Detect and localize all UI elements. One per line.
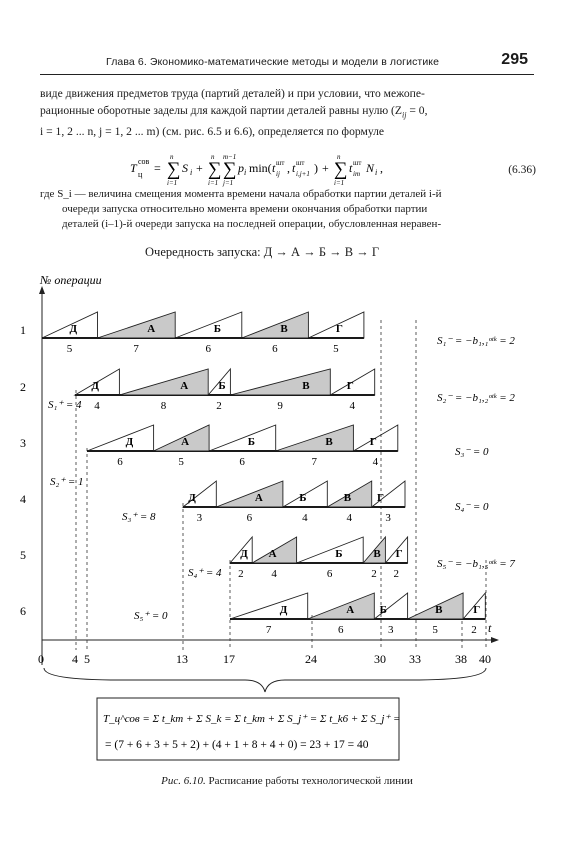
- batch-duration-1-4: 6: [272, 343, 278, 355]
- batch-4-2: [216, 481, 283, 507]
- batch-3-1: [87, 425, 154, 451]
- shift-plus-2: S₂⁺ = 1: [50, 476, 84, 488]
- batch-duration-1-1: 5: [66, 343, 73, 355]
- shift-plus-1: S₁⁺ = 4: [48, 399, 82, 411]
- batch-letter-1-1: Д: [69, 323, 78, 335]
- batch-duration-4-2: 6: [246, 512, 253, 524]
- svg-text:j=1: j=1: [223, 179, 234, 187]
- batch-duration-3-5: 4: [372, 456, 379, 468]
- batch-letter-5-2: А: [268, 548, 277, 560]
- where-line-2: очереди запуска относительно момента времени окончания обработки партии: [62, 203, 428, 215]
- svg-text:n: n: [337, 153, 341, 161]
- svg-text:,: ,: [380, 161, 383, 175]
- batch-duration-5-5: 2: [393, 568, 399, 580]
- svg-text:S: S: [182, 161, 188, 175]
- svg-text:ц: ц: [138, 170, 143, 179]
- equation-number: (6.36): [508, 164, 536, 176]
- svg-text:i: i: [375, 168, 378, 177]
- shift-minus-3: S₃⁻ = 0: [455, 446, 489, 458]
- batch-duration-4-5: 3: [385, 512, 391, 524]
- intro-line-2: рационные оборотные заделы для каждой партии деталей равны нулю ($Z_{ij} = 0$,: [40, 103, 428, 119]
- intro-line-1: виде движения предметов труда (партий деталей) и при условии, что межопе-: [40, 87, 425, 100]
- batch-letter-6-3: Б: [379, 604, 387, 616]
- shift-minus-1: S₁⁻ = −b₁,₁ᵒᵗᵏ = 2: [437, 335, 515, 347]
- batch-letter-4-2: А: [254, 492, 263, 504]
- svg-text:i,j+1: i,j+1: [296, 170, 310, 178]
- tick-13: 13: [176, 652, 188, 666]
- batch-letter-6-5: Г: [473, 604, 481, 616]
- intro-paragraph: [40, 86, 540, 140]
- result-line-2: = (7 + 6 + 3 + 5 + 2) + (4 + 1 + 8 + 4 + 0) = 23 + 17 = 40: [105, 739, 369, 751]
- batch-duration-1-3: 6: [205, 343, 211, 355]
- batch-letter-5-5: Г: [395, 548, 403, 560]
- caption-prefix: Рис. 6.10.: [161, 775, 206, 787]
- batch-duration-2-5: 4: [349, 400, 355, 412]
- batch-letter-3-4: В: [325, 436, 333, 448]
- shift-plus-3: S₃⁺ = 8: [122, 511, 156, 523]
- batch-letter-1-5: Г: [335, 323, 343, 335]
- batch-duration-5-2: 4: [271, 568, 277, 580]
- svg-text:T: T: [130, 161, 137, 175]
- svg-text:шт: шт: [296, 159, 305, 167]
- svg-text:i=1: i=1: [167, 179, 178, 187]
- batch-letter-3-1: Д: [125, 436, 134, 448]
- batch-letter-4-5: Г: [377, 492, 384, 504]
- svg-text:шт: шт: [276, 159, 285, 167]
- svg-text:i=1: i=1: [334, 179, 345, 187]
- where-paragraph: [40, 187, 540, 232]
- batch-letter-1-3: Б: [213, 323, 222, 335]
- batch-letter-2-1: Д: [91, 380, 99, 392]
- operation-label-3: 3: [20, 436, 26, 450]
- batch-letter-3-5: Г: [369, 436, 377, 448]
- tick-0: 0: [38, 652, 44, 666]
- operation-label-6: 6: [20, 604, 26, 618]
- batch-letter-4-1: Д: [188, 492, 196, 504]
- svg-text:i: i: [190, 168, 193, 177]
- svg-text:∑: ∑: [167, 159, 181, 180]
- shift-minus-2: S₂⁻ = −b₁,₂ᵒᵗᵏ = 2: [437, 392, 515, 404]
- batch-duration-6-5: 2: [471, 624, 477, 636]
- batch-duration-1-2: 7: [133, 343, 139, 355]
- y-axis-arrow: [39, 286, 45, 294]
- svg-text:i=1: i=1: [208, 179, 219, 187]
- svg-text:,: ,: [287, 161, 290, 175]
- tick-38: 38: [455, 652, 467, 666]
- figure-caption: [0, 775, 574, 787]
- batch-letter-2-3: Б: [218, 380, 226, 392]
- batch-duration-5-4: 2: [371, 568, 377, 580]
- svg-text:+: +: [196, 161, 203, 175]
- batch-5-3: [297, 537, 364, 563]
- tick-4: 4: [72, 652, 78, 666]
- svg-text:): ): [314, 161, 318, 175]
- svg-text:сов: сов: [138, 157, 150, 166]
- svg-text:∑: ∑: [334, 159, 348, 180]
- operation-label-1: 1: [20, 323, 26, 337]
- intro-line-3: i = 1, 2 ... n, j = 1, 2 ... m) (см. рис. 6.5 и 6.6), определяется по формуле: [40, 124, 385, 138]
- tick-30: 30: [374, 652, 386, 666]
- batch-letter-6-1: Д: [279, 604, 288, 616]
- batch-2-2: [119, 369, 208, 395]
- batch-letter-2-4: В: [302, 380, 310, 392]
- batch-letter-5-4: В: [373, 548, 381, 560]
- operation-label-2: 2: [20, 380, 26, 394]
- shift-minus-4: S₄⁻ = 0: [455, 501, 489, 513]
- tick-5: 5: [84, 652, 90, 666]
- batch-letter-6-2: А: [346, 604, 355, 616]
- batch-duration-6-4: 5: [432, 624, 438, 636]
- where-line-3: деталей (i–1)-й очереди запуска на последней операции, обусловленная неравен-: [62, 218, 442, 230]
- batch-letter-6-4: В: [435, 604, 443, 616]
- caption-text: Расписание работы технологической линии: [205, 775, 413, 787]
- running-header: [40, 52, 534, 75]
- schedule-rows: [42, 312, 485, 636]
- svg-text:p: p: [238, 161, 244, 175]
- batch-letter-2-5: Г: [346, 380, 354, 392]
- svg-text:i: i: [244, 168, 247, 177]
- batch-duration-6-3: 3: [387, 624, 394, 636]
- svg-text:min(: min(: [249, 161, 272, 175]
- operation-label-5: 5: [20, 548, 26, 562]
- tick-33: 33: [409, 652, 421, 666]
- batch-letter-5-3: Б: [335, 548, 343, 560]
- batch-duration-3-1: 6: [117, 456, 123, 468]
- tick-17: 17: [223, 652, 235, 666]
- batch-1-2: [98, 312, 176, 338]
- gantt-diagram: [0, 270, 574, 775]
- formula-6-36: [130, 150, 530, 190]
- chapter-title: Глава 6. Экономико-математические методы и модели в логистике: [106, 56, 440, 68]
- launch-order-label: Очередность запуска: Д → А → Б → В → Г: [145, 245, 380, 259]
- batch-duration-6-2: 6: [338, 624, 344, 636]
- batch-duration-2-2: 8: [160, 400, 167, 412]
- batch-letter-4-3: Б: [299, 492, 307, 504]
- batch-1-4: [242, 312, 309, 338]
- tick-24: 24: [305, 652, 317, 666]
- svg-text:N: N: [366, 161, 375, 175]
- batch-letter-4-4: В: [343, 492, 352, 504]
- batch-duration-3-2: 5: [178, 456, 184, 468]
- where-line-1: где S_i — величина смещения момента времени начала обработки партии деталей i-й: [40, 188, 442, 200]
- svg-text:∑: ∑: [208, 159, 222, 180]
- batch-duration-4-4: 4: [346, 512, 352, 524]
- batch-letter-5-1: Д: [240, 548, 248, 560]
- svg-text:n: n: [211, 153, 215, 161]
- shift-plus-5: S₅⁺ = 0: [134, 610, 168, 622]
- batch-duration-1-5: 5: [333, 343, 339, 355]
- batch-2-4: [230, 369, 330, 395]
- svg-text:n: n: [170, 153, 174, 161]
- svg-text:t: t: [272, 161, 276, 175]
- svg-text:ij: ij: [276, 170, 280, 178]
- batch-letter-3-3: Б: [247, 436, 255, 448]
- batch-letter-1-2: А: [147, 323, 156, 335]
- batch-duration-4-1: 3: [196, 512, 203, 524]
- time-ticks: [38, 652, 491, 666]
- operation-label-4: 4: [20, 492, 26, 506]
- svg-text:im: im: [353, 170, 360, 178]
- total-brace: [44, 668, 486, 692]
- batch-duration-5-3: 6: [326, 568, 333, 580]
- svg-text:шт: шт: [353, 159, 362, 167]
- batch-duration-3-4: 7: [311, 456, 318, 468]
- tick-40: 40: [479, 652, 491, 666]
- svg-text:m−1: m−1: [223, 153, 237, 161]
- batch-duration-6-1: 7: [265, 624, 272, 636]
- shift-plus-4: S₄⁺ = 4: [188, 567, 222, 579]
- batch-duration-2-3: 2: [216, 400, 222, 412]
- batch-duration-2-4: 9: [277, 400, 283, 412]
- x-axis-arrow: [491, 637, 499, 643]
- batch-duration-4-3: 4: [302, 512, 308, 524]
- svg-text:t: t: [292, 161, 296, 175]
- batch-letter-1-4: В: [280, 323, 288, 335]
- y-axis-label: № операции: [40, 273, 102, 287]
- svg-text:∑: ∑: [223, 159, 237, 180]
- batch-duration-2-1: 4: [94, 400, 100, 412]
- minus-shifts: [437, 335, 515, 570]
- batch-6-2: [308, 593, 375, 619]
- shift-minus-5: S₅⁻ = −b₁,₅ᵒᵗᵏ = 7: [437, 558, 515, 570]
- svg-text:=: =: [154, 161, 161, 175]
- batch-3-3: [209, 425, 276, 451]
- page-number: 295: [501, 51, 528, 68]
- svg-text:+: +: [322, 161, 329, 175]
- svg-text:t: t: [349, 161, 353, 175]
- batch-6-1: [230, 593, 308, 619]
- batch-duration-5-1: 2: [238, 568, 244, 580]
- result-line-1: T_ц^сов = Σ t_km + Σ S_k = Σ t_km + Σ S_j⁺ = Σ t_k6 + Σ S_j⁺ =: [103, 713, 401, 725]
- batch-letter-3-2: А: [181, 436, 190, 448]
- batch-3-4: [276, 425, 354, 451]
- batch-letter-2-2: А: [180, 380, 189, 392]
- batch-1-3: [175, 312, 242, 338]
- x-axis-label: t: [488, 621, 492, 635]
- batch-duration-3-3: 6: [239, 456, 245, 468]
